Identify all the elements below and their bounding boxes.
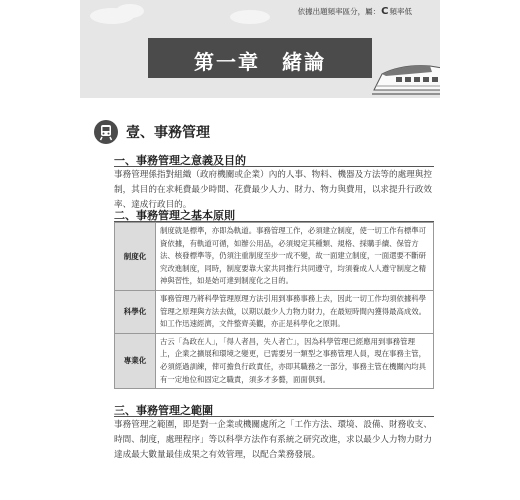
train-icon: [94, 120, 118, 144]
subsection-paragraph: 事務管理係指對組織（政府機關或企業）內的人事、物料、機器及方法等的處理與控制，其目的在求耗費最少時間、花費最少人力、財力、物力與費用，以求提升行政效率、達成行政目的。: [114, 170, 432, 210]
frequency-suffix: 頻率低: [389, 7, 412, 16]
section-title: 壹、事務管理: [126, 125, 210, 141]
frequency-grade: C: [381, 6, 389, 17]
chapter-banner: [80, 0, 440, 98]
principle-label: 專業化: [115, 333, 156, 388]
book-page: [80, 0, 440, 500]
subsection-paragraph: 事務管理之範圍，即是對一企業或機關處所之「工作方法、環境、設備、財務收支、時間、制度，處理程序」等以科學方法作有系統之研究改進，求以最少人力物力財力達成最大數量最佳成果之有效管理，以配合業務發展。: [114, 420, 432, 460]
table-row: [115, 290, 434, 333]
principle-label: 制度化: [115, 223, 156, 291]
subsection-heading: 三、事務管理之範圍: [114, 404, 213, 417]
principles-table: [114, 222, 434, 389]
chapter-title: 第一章 緒論: [194, 50, 326, 74]
principle-description: 事務管理乃將科學管理原理方法引用到事務事務上去，因此一切工作均須依據科學管理之原理與方法去做，以期以最少人力物力財力，在最短時間內獲得最高成效。如工作迅速經濟，文件整齊美觀，亦正是科學化之原則。: [156, 290, 434, 333]
cloud-decoration: [230, 10, 270, 24]
bullet-train-icon: [372, 56, 440, 96]
table-row: [115, 333, 434, 388]
principle-description: 古云「為政在人」，「得人者昌，失人者亡」，因為科學管理已經應用到事務管理上，企業之擴展和環境之變更，已需要另一類型之事務管理人員，現在事務主管，必須經過訓練，俾可擔負行政責任，亦即其職務之一部分，事務主管在機關內均具有一定地位和固定之職責，須多才多藝，面面俱到。: [156, 333, 434, 388]
subsection-rule: [114, 416, 434, 417]
frequency-prefix: 依據出題頻率區分，屬：: [297, 7, 381, 16]
subsection-heading: 二、事務管理之基本原則: [114, 209, 235, 222]
section-heading: [94, 118, 440, 146]
cloud-decoration: [116, 4, 144, 18]
subsection-heading: 一、事務管理之意義及目的: [114, 154, 246, 167]
principle-description: 制度就是標準，亦即為軌道。事務管理工作，必須建立制度，使一切工作有標準可資依據，有軌道可循，如辦公用品，必須規定其種類、規格、採購手續、保管方法、核發標準等，仍須注重制度至步一成不變，故一面建立制度，一面還要不斷研究改進制度，同時，制度要靠大家共同推行共同遵守，均須養成人人遵守制度之精神與習性，如是始可達到制度化之目的。: [156, 223, 434, 291]
frequency-note: [298, 6, 412, 17]
subsection-rule: [114, 166, 434, 167]
principle-label: 科學化: [115, 290, 156, 333]
chapter-title-band: [148, 38, 372, 78]
table-row: [115, 223, 434, 291]
